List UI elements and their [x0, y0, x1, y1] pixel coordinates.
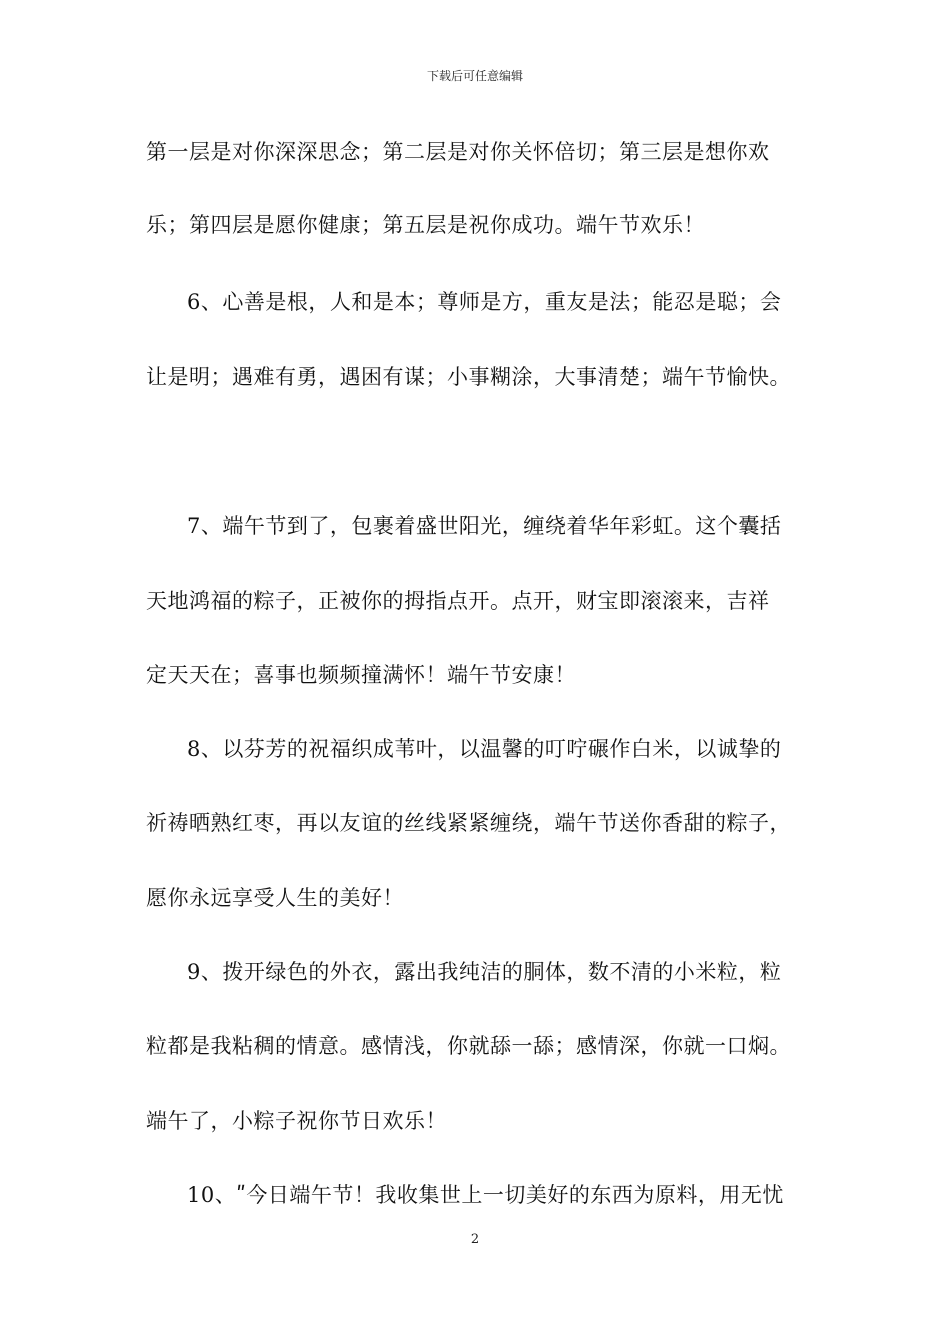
paragraph-10-line: 10、ʺ今日端午节！我收集世上一切美好的东西为原料，用无忧 [187, 1183, 784, 1207]
page-number: 2 [470, 1232, 480, 1247]
text-line: 粒都是我粘稠的情意。感情浅，你就舔一舔；感情深，你就一口焖。 [146, 1034, 791, 1058]
text-line: 愿你永远享受人生的美好！ [146, 886, 404, 910]
paragraph-7-line: 7、端午节到了，包裹着盛世阳光，缠绕着华年彩虹。这个囊括 [187, 514, 782, 538]
text-line: 第一层是对你深深思念；第二层是对你关怀倍切；第三层是想你欢 [146, 140, 770, 164]
paragraph-8-line: 8、以芬芳的祝福织成苇叶，以温馨的叮咛碾作白米，以诚挚的 [187, 737, 782, 761]
paragraph-6-line: 6、心善是根，人和是本；尊师是方，重友是法；能忍是聪；会 [187, 290, 782, 314]
text-line: 天地鸿福的粽子，正被你的拇指点开。点开，财宝即滚滚来，吉祥 [146, 589, 770, 613]
text-line: 端午了，小粽子祝你节日欢乐！ [146, 1109, 447, 1133]
text-line: 祈祷晒熟红枣，再以友谊的丝线紧紧缠绕，端午节送你香甜的粽子， [146, 811, 791, 835]
text-line: 定天天在；喜事也频频撞满怀！端午节安康！ [146, 663, 576, 687]
paragraph-9-line: 9、拨开绿色的外衣，露出我纯洁的胴体，数不清的小米粒，粒 [187, 960, 782, 984]
page-header: 下载后可任意编辑 [426, 69, 523, 83]
text-line: 乐；第四层是愿你健康；第五层是祝你成功。端午节欢乐！ [146, 213, 705, 237]
text-line: 让是明；遇难有勇，遇困有谋；小事糊涂，大事清楚；端午节愉快。 [146, 365, 791, 389]
